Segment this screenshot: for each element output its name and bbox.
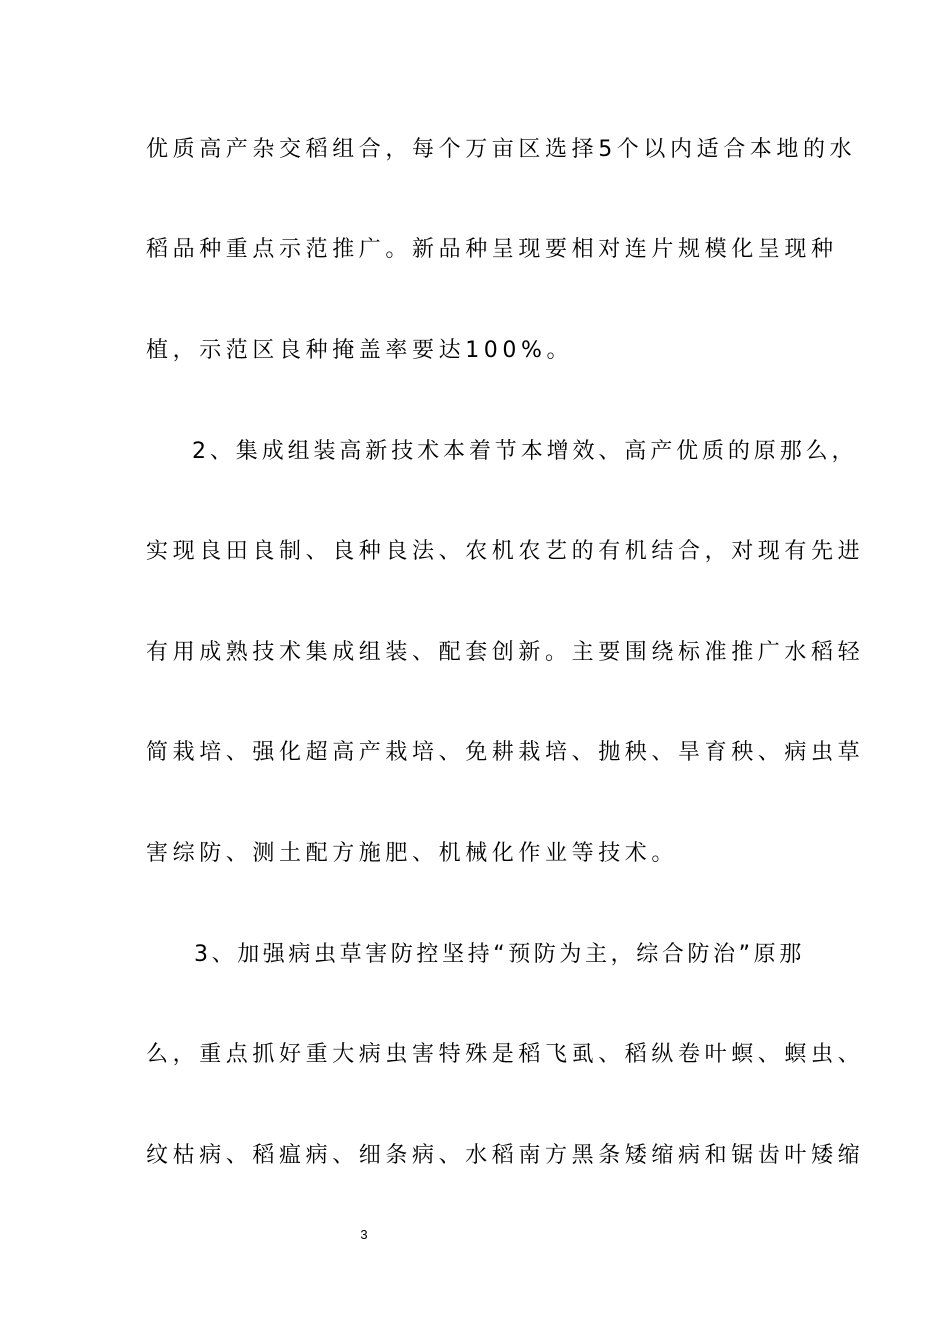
paragraph-line-10: 么，重点抓好重大病虫害特殊是稻飞虱、稻纵卷叶螟、螟虫、 <box>146 1042 865 1067</box>
paragraph-line-7: 简栽培、强化超高产栽培、免耕栽培、抛秧、旱育秧、病虫草 <box>146 740 865 765</box>
paragraph-line-11: 纹枯病、稻瘟病、细条病、水稻南方黑条矮缩病和锯齿叶矮缩 <box>146 1143 865 1168</box>
paragraph-line-4: 2、集成组装高新技术本着节本增效、高产优质的原那么， <box>192 439 858 464</box>
paragraph-line-2: 稻品种重点示范推广。新品种呈现要相对连片规模化呈现种 <box>146 237 838 262</box>
paragraph-line-3: 植，示范区良种掩盖率要达100%。 <box>146 338 574 363</box>
paragraph-line-8: 害综防、测土配方施肥、机械化作业等技术。 <box>146 841 679 866</box>
paragraph-line-6: 有用成熟技术集成组装、配套创新。主要围绕标准推广水稻轻 <box>146 640 865 665</box>
paragraph-line-1: 优质高产杂交稻组合，每个万亩区选择5个以内适合本地的水 <box>146 137 857 162</box>
paragraph-line-9: 3、加强病虫草害防控坚持“预防为主，综合防治”原那 <box>194 942 805 967</box>
page-number: 3 <box>360 1227 368 1242</box>
paragraph-line-5: 实现良田良制、良种良法、农机农艺的有机结合，对现有先进 <box>146 539 865 564</box>
